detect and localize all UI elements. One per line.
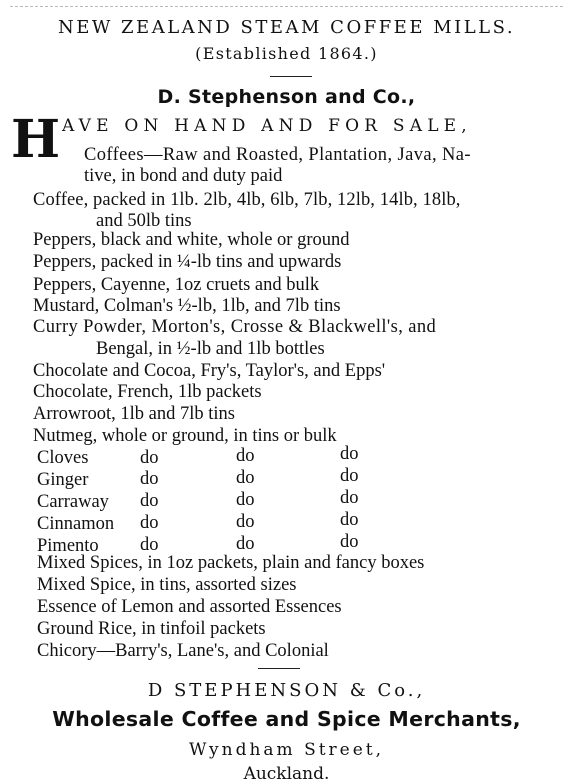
spice-do: do [140,513,159,533]
divider-top [270,76,312,77]
spice-do: do [236,512,255,532]
spice-do: do [236,534,255,554]
spice-do: do [140,448,159,468]
item-line: Peppers, black and white, whole or ground [33,230,350,250]
item-line: Mixed Spice, in tins, assorted sizes [37,575,297,595]
street-address: Wyndham Street, [188,740,385,760]
company-heading: NEW ZEALAND STEAM COFFEE MILLS. [57,17,516,38]
spice-do: do [236,490,255,510]
drop-cap: H [11,109,61,170]
spice-name: Cloves [37,448,89,468]
spice-do: do [340,488,359,508]
item-line: Chocolate and Cocoa, Fry's, Taylor's, and Epps' [33,361,386,381]
spice-do: do [340,466,359,486]
item-line: Peppers, packed in ¼-lb tins and upwards [33,252,342,272]
item-line: Nutmeg, whole or ground, in tins or bulk [33,426,337,446]
spice-name: Carraway [37,492,109,512]
proprietor-heading: D. Stephenson and Co., [157,86,416,108]
item-line: and 50lb tins [96,211,192,231]
divider-bottom [258,668,300,669]
spice-do: do [140,535,159,555]
spice-do: do [340,510,359,530]
spice-do: do [340,532,359,552]
item-line: Peppers, Cayenne, 1oz cruets and bulk [33,275,320,295]
item-line: Chocolate, French, 1lb packets [33,382,262,402]
spice-do: do [140,469,159,489]
item-line: Arrowroot, 1lb and 7lb tins [33,404,235,424]
item-line: tive, in bond and duty paid [84,166,283,186]
item-line: Mustard, Colman's ½-lb, 1lb, and 7lb tins [33,296,341,316]
spice-do: do [340,444,359,464]
established-line [0,44,573,64]
item-line: Essence of Lemon and assorted Essences [37,597,342,617]
city-address: Auckland. [243,764,330,784]
spice-name: Ginger [37,470,89,490]
established-text: (Established 1864.) [195,44,378,63]
item-line: Coffee, packed in 1lb. 2lb, 4lb, 6lb, 7lb, 12lb, 14lb, 18lb, [33,190,461,210]
item-line: Mixed Spices, in 1oz packets, plain and fancy boxes [37,553,425,573]
spice-name: Pimento [37,536,99,556]
item-line: Coffees—Raw and Roasted, Plantation, Java, Na- [84,145,471,165]
spice-do: do [236,446,255,466]
item-line: Curry Powder, Morton's, Crosse & Blackwell's, and [33,317,437,337]
item-line: Ground Rice, in tinfoil packets [37,619,266,639]
trade-heading: Wholesale Coffee and Spice Merchants, [52,707,521,731]
spice-do: do [236,468,255,488]
top-dashed-rule [10,6,563,7]
item-line: Bengal, in ½-lb and 1lb bottles [96,339,325,359]
spice-do: do [140,491,159,511]
firm-name: D STEPHENSON & Co., [147,680,426,701]
have-on-hand-heading: AVE ON HAND AND FOR SALE, [62,116,472,136]
spice-name: Cinnamon [37,514,115,534]
item-line: Chicory—Barry's, Lane's, and Colonial [37,641,329,661]
